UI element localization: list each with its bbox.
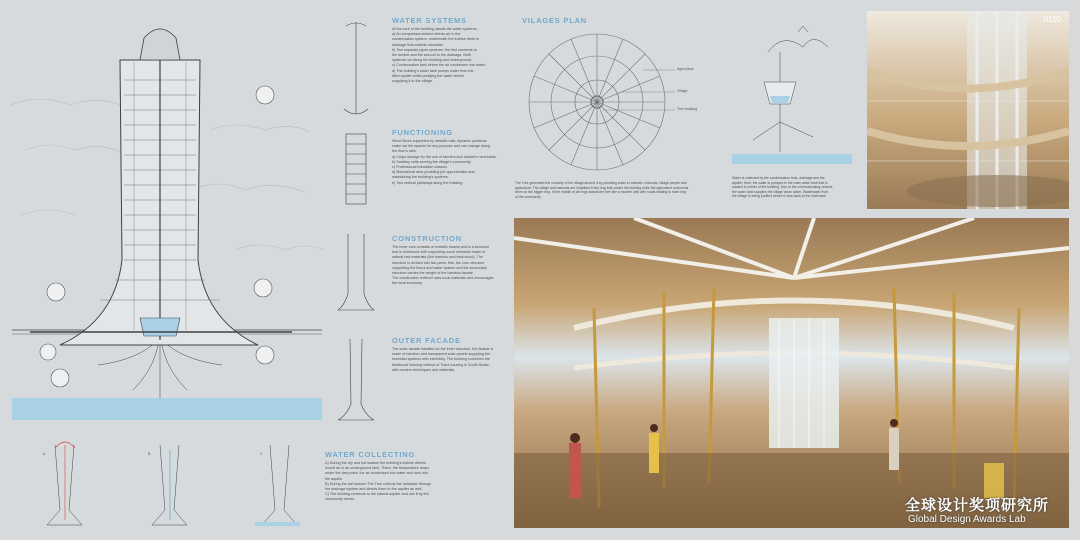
market-render	[514, 218, 1069, 528]
watermark-cn: 全球设计奖项研究所	[905, 496, 1050, 514]
roof-beams	[514, 218, 1069, 278]
plan-label-tree-building: Tree building	[677, 107, 698, 111]
diagram-label-c: C	[260, 452, 263, 456]
aquifer-water-band	[12, 398, 322, 420]
plan-label-village: Village	[677, 89, 688, 93]
water-systems-text: At the core of the building stands the water systems: a) An compressor-turbine directs air in the condensation system, underneath the turbine there is drainage that collects rainwater. b) Two separate pipes systems: the first connects to the turbine and the second to the drainage. Both systems run along the building and underground. c) Condensation tank where the air condenses into water. d) The building's water tank pumps water from the filled aquifer while purifying the water before supplying it to the village.	[392, 27, 486, 84]
cycle-tank-water	[770, 96, 790, 103]
watermark-en: Global Design Awards Lab	[908, 514, 1026, 525]
village-plan-caption: The Tree generates the curiosity of the village around it by providing water to animals, manuals, village people and agriculture. The village and manuals are inhabited in the ring that circles the building while the agriculture surrounds them on the bigger ring. In the middle of all rings stands the tree like a modern well with roads leading to each ring of the community.	[515, 181, 689, 199]
water-cycle-caption: Water is collected by the condensation tank, drainage and the aquifer; then, the water is pumped to the main water tank that is located in center of the building. Due to the communicating vessels the water tank supplies the village clean water. Wastewater from the village is being purified before it runs back to the main tank.	[732, 176, 833, 199]
water-collecting-heading: WATER COLLECTING	[325, 450, 416, 459]
outer-facade-heading: OUTER FACADE	[392, 336, 461, 345]
functioning-text: Wood floors supported by metallic rails, dynamic positions make out the spaces for any purpose and can change along the floor's rails. a) Crops storage for the use of farmers and market's merchants. b) Sanitary units serving the village's community. c) Professional education classes. d) Mechanical area providing job opportunities and maintaining the building's systems. e) Two vertical pathways along the building.	[392, 139, 497, 185]
tower-outline	[60, 60, 258, 345]
water-cycle-diagram	[728, 12, 858, 172]
plan-label-agriculture: Agriculture	[677, 67, 694, 71]
water-systems-heading: WATER SYSTEMS	[392, 16, 467, 25]
root-pipes	[98, 340, 222, 398]
tower-section-drawing	[0, 0, 330, 540]
diagram-label-b: B	[148, 452, 151, 456]
functioning-heading: FUNCTIONING	[392, 128, 453, 137]
construction-heading: CONSTRUCTION	[392, 234, 463, 243]
aquifer-mini	[255, 522, 300, 526]
water-tank	[140, 318, 180, 336]
village-plan-drawing	[515, 30, 715, 180]
interior-render-atrium	[867, 11, 1069, 209]
village-plan-heading: VILAGES PLAN	[522, 16, 588, 25]
construction-text: The inner core consists of metallic beams and is a structure that is reinforced with supporting wood elements made of natural raw materials (like bamboo and teak wood). The structure is divided into two parts: first, the core structure supporting the floors and water system and the secondary structure carries the weight of the bamboo facade. The construction method uses local materials and encourages the local economy.	[392, 245, 494, 286]
water-curtain	[769, 318, 839, 448]
text-column-sketches	[330, 14, 386, 424]
turbine-top	[140, 29, 180, 60]
water-collecting-text: A) During the dry and hot season the building's turbine directs humid air in an underground tank. There, the temperature drops under the dew point; the air condenses into water and runs into the aquifer. B) During the wet season The Tree collects the rainwater through the drainage system and directs them to the aquifer as well. C) The building connects to the natural aquifer and use it by the community needs.	[325, 461, 432, 502]
cycle-aquifer	[732, 154, 852, 164]
water-collecting-diagrams	[47, 445, 297, 525]
page-number: 0110	[1043, 15, 1061, 24]
diagram-label-a: A	[43, 452, 46, 456]
outer-facade-text: The outer facade installed on the inner structure, the facade is made of bamboo and transparent solar panels supplying the essential systems with electricity. The building combines the traditional housing method of Tukul housing in South Sudan with modern techniques and materials.	[392, 347, 494, 372]
